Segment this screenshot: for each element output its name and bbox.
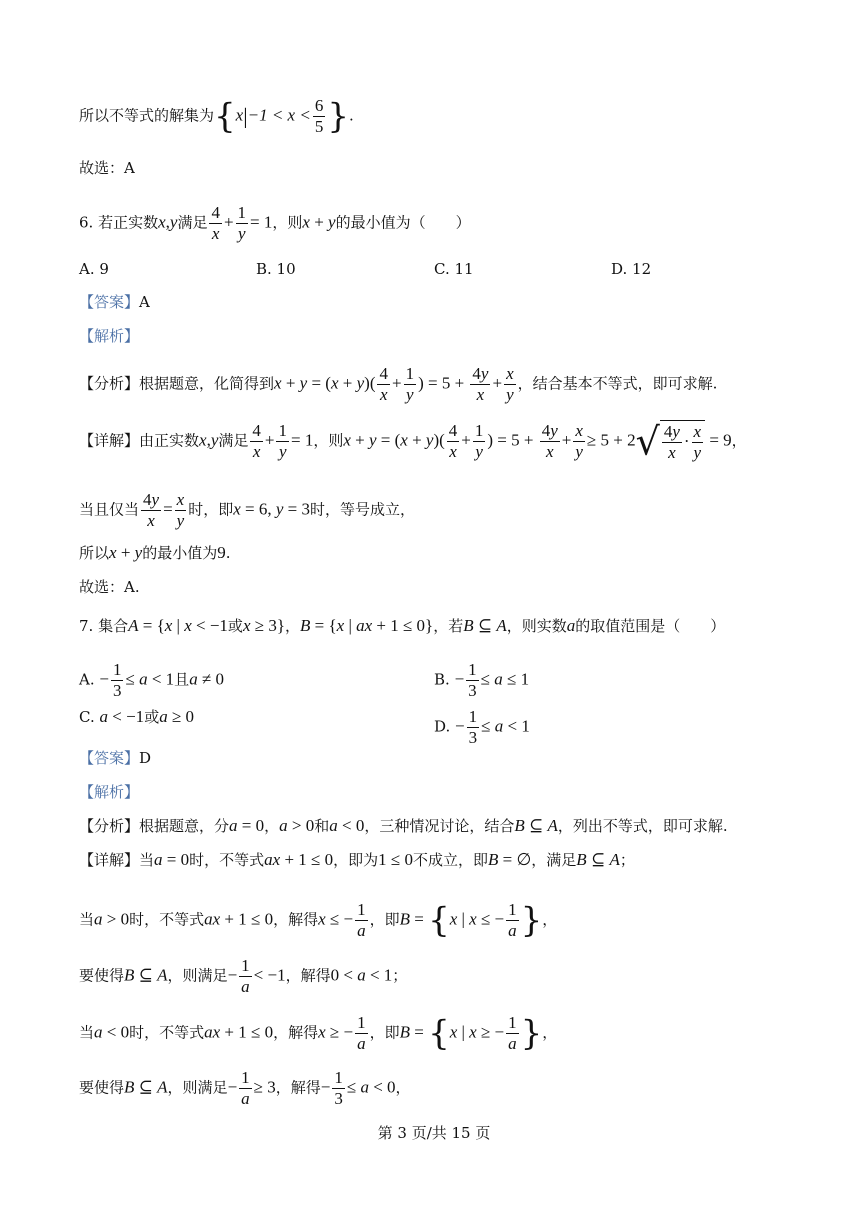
answer-6: 【答案】A (79, 293, 150, 311)
detail-6: 【详解】由正实数x,y满足 $\frac{4}{x}$ + $\frac{1}{y}$ = 1，则x + y = (x + y)( $\frac{4}{x}$ + $\frac{1}{y}$ ) = 5 + $\frac{4y}{x}$ + $\frac{x}{y}$ ≥ 5 + 2√ $\frac{4y}{x}$ · $\frac{x}{y}$ = 9， (79, 419, 747, 464)
condition-a-negative: 要使得B ⊆ A，则满足− $\frac{1}{a}$ ≥ 3，解得− $\frac{1}{3}$ ≤ a < 0， (79, 1068, 411, 1108)
page-footer: 第 3 页/共 15 页 (377, 1124, 491, 1142)
question-7: 7. 集合A = {x | x < −1或x ≥ 3}，B = {x | ax + 1 ≤ 0}，若B ⊆ A，则实数a的取值范围是（ ） (79, 616, 726, 635)
q6-option-a: A. 9 (79, 260, 109, 278)
math-text: −1 < x < (247, 105, 311, 125)
select-answer-6: 故选：A. (79, 578, 140, 596)
detail-7: 【详解】当a = 0时，不等式ax + 1 ≤ 0，即为1 ≤ 0不成立，即B = ∅，满足B ⊆ A； (79, 850, 635, 869)
question-6: 6. 若正实数x,y满足 $\frac{4}{x}$ + $\frac{1}{y}$ = 1，则x + y的最小值为（ ） (79, 203, 471, 243)
analysis-heading-6: 【解析】 (79, 327, 140, 345)
q7-option-a: A. − $\frac{1}{3}$ ≤ a < 1且a ≠ 0 (79, 660, 225, 700)
select-answer-line: 故选：A (79, 159, 135, 177)
text: 所以不等式的解集为 (79, 106, 215, 125)
q7-option-b: B. − $\frac{1}{3}$ ≤ a ≤ 1 (434, 660, 530, 700)
min-value-line: 所以x + y的最小值为9. (79, 543, 231, 562)
analysis-7: 【分析】根据题意，分a = 0，a > 0和a < 0，三种情况讨论，结合B ⊆ A，列出不等式，即可求解. (79, 816, 728, 835)
q6-option-b: B. 10 (256, 260, 296, 278)
answer-7: 【答案】D (79, 749, 152, 767)
analysis-6: 【分析】根据题意，化简得到x + y = (x + y)( $\frac{4}{x}$ + $\frac{1}{y}$ ) = 5 + $\frac{4y}{x}$ + $\frac{x}{y}$ ，结合基本不等式，即可求解. (79, 364, 718, 404)
q6-option-c: C. 11 (434, 260, 474, 278)
fraction: $\frac{6}{5}$ (314, 96, 324, 136)
case-a-negative: 当a < 0时，不等式ax + 1 ≤ 0，解得x ≥ − $\frac{1}{a}$ ，即B = {x | x ≥ − $\frac{1}{a}$ }， (79, 1013, 558, 1054)
q6-option-d: D. 12 (611, 260, 652, 278)
condition-a-positive: 要使得B ⊆ A，则满足− $\frac{1}{a}$ < −1，解得0 < a < 1； (79, 956, 408, 996)
solution-set-line: 所以不等式的解集为{x|−1 < x < $\frac{6}{5}$ }. (79, 96, 354, 137)
equality-condition: 当且仅当 $\frac{4y}{x}$ = $\frac{x}{y}$ 时，即x = 6, y = 3时，等号成立， (79, 490, 416, 530)
analysis-heading-7: 【解析】 (79, 783, 140, 801)
case-a-positive: 当a > 0时，不等式ax + 1 ≤ 0，解得x ≤ − $\frac{1}{a}$ ，即B = {x | x ≤ − $\frac{1}{a}$ }， (79, 900, 558, 941)
q7-option-d: D. − $\frac{1}{3}$ ≤ a < 1 (434, 707, 530, 747)
q7-option-c: C. a < −1或a ≥ 0 (79, 707, 195, 726)
